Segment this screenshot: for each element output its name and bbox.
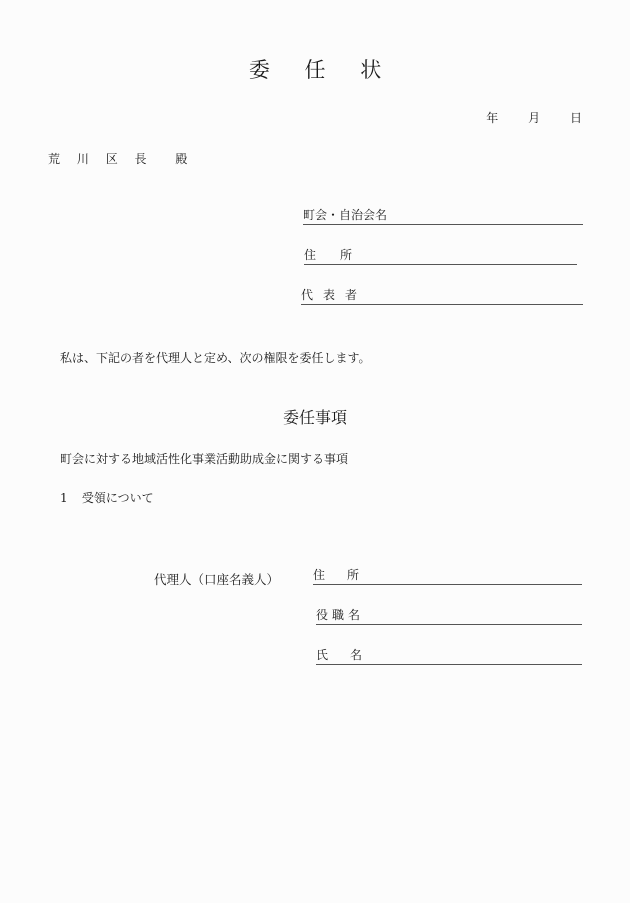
representative-field[interactable] xyxy=(301,287,583,305)
representative-label-2: 表 xyxy=(323,288,336,302)
document-title xyxy=(0,54,630,84)
agent-name-field[interactable] xyxy=(316,647,582,665)
title-char: 委 xyxy=(248,58,270,82)
delegated-item xyxy=(60,489,154,506)
title-char: 状 xyxy=(360,58,382,82)
addressee-char: 長 xyxy=(134,152,147,166)
association-name-label: 町会・自治会名 xyxy=(303,208,388,222)
date-day[interactable]: 日 xyxy=(569,111,582,125)
representative-label-1: 代 xyxy=(301,288,314,302)
addressee xyxy=(48,150,200,167)
agent-label: 代理人（口座名義人） xyxy=(154,572,280,587)
delegation-statement: 私は、下記の者を代理人と定め、次の権限を委任します。 xyxy=(60,351,371,365)
agent-address-label-1: 住 xyxy=(313,568,326,582)
date-line xyxy=(460,109,582,126)
delegated-matters-heading: 委任事項 xyxy=(282,408,347,427)
principal-address-field[interactable] xyxy=(304,247,577,265)
title-char: 任 xyxy=(304,58,326,82)
item-text: 受領について xyxy=(81,491,154,505)
addressee-honorific: 殿 xyxy=(175,152,188,166)
agent-address-label-2: 所 xyxy=(347,568,360,582)
date-year[interactable]: 年 xyxy=(486,111,499,125)
agent-title-label-3: 名 xyxy=(348,608,361,622)
date-month[interactable]: 月 xyxy=(528,111,541,125)
delegated-matter: 町会に対する地域活性化事業活動助成金に関する事項 xyxy=(60,452,349,466)
agent-title-field[interactable] xyxy=(316,607,582,625)
association-name-field[interactable] xyxy=(303,207,583,225)
agent-title-label-2: 職 xyxy=(332,608,345,622)
addressee-char: 荒 xyxy=(48,152,61,166)
representative-label-3: 者 xyxy=(345,288,358,302)
agent-title-label-1: 役 xyxy=(316,608,329,622)
agent-address-field[interactable] xyxy=(313,567,582,585)
addressee-char: 区 xyxy=(105,152,118,166)
principal-address-label-1: 住 xyxy=(304,248,317,262)
agent-name-label-1: 氏 xyxy=(316,648,329,662)
item-number: 1 xyxy=(60,491,68,505)
principal-address-label-2: 所 xyxy=(340,248,353,262)
agent-name-label-2: 名 xyxy=(350,648,363,662)
addressee-char: 川 xyxy=(76,152,89,166)
